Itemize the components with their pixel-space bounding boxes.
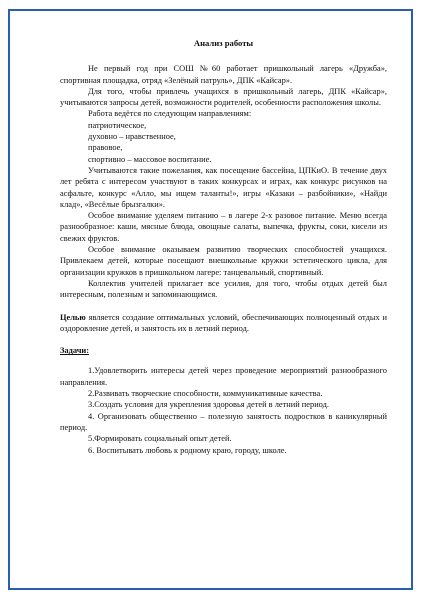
body-paragraph-4: Коллектив учителей прилагает все усилия, для того, чтобы отдых детей был интересным, полезным и запоминающимся. bbox=[60, 278, 387, 300]
intro-paragraph-1: Не первый год при СОШ №60 работает пришкольный лагерь «Дружба», спортивная площадка, отряд «Зелёный патруль», ДПК «Кайсар». bbox=[60, 64, 387, 85]
task-item: 6. Воспитывать любовь к родному краю, городу, школе. bbox=[88, 445, 287, 455]
goal-text: является создание оптимальных условий, обеспечивающих полноценный отдых и оздоровление детей, и занятость их в летний период. bbox=[60, 312, 387, 333]
tasks-heading: Задачи: bbox=[60, 346, 90, 356]
task-item: 2.Развивать творческие способности, коммуникативные качества. bbox=[88, 389, 323, 399]
direction-item: правовое, bbox=[88, 143, 123, 153]
direction-item: духовно – нравственное, bbox=[88, 132, 176, 142]
task-item: 3.Создать условия для укрепления здоровья детей в летний период. bbox=[88, 400, 329, 410]
task-item: 4. Организовать общественно – полезную занятость подростков в каникулярный период. bbox=[60, 411, 387, 432]
direction-item: патриотическое, bbox=[88, 120, 147, 130]
goal-label: Целью bbox=[60, 312, 86, 322]
direction-item: спортивно – массовое воспитание. bbox=[88, 154, 212, 164]
directions-heading: Работа ведётся по следующим направлениям: bbox=[88, 109, 252, 119]
task-item: 1.Удовлетворить интересы детей через проведение мероприятий разнообразного направления. bbox=[60, 366, 387, 387]
intro-paragraph-2: Для того, чтобы привлечь учащихся в пришкольный лагерь, ДПК «Кайсар», учитываются запросы детей, возможности родителей, особенности расположения школы. bbox=[60, 86, 387, 108]
document-title: Анализ работы bbox=[193, 38, 254, 48]
body-paragraph-2: Особое внимание уделяем питанию – в лагере 2-х разовое питание. Меню всегда разнообразное: каши, мясные блюда, овощные салаты, выпечка, фрукты, соки, кисели из свежих фруктов. bbox=[60, 211, 387, 243]
body-paragraph-1: Учитываются такие пожелания, как посещение бассейна, ЦПКиО. В течение двух лет ребята с интересом участвуют в таких конкурсах и играх, как конкурс рисунков на асфальте, конкурс «Алло, мы ищем таланты!», игры «Казаки – разбойники», «Найди клад», «Весёлые брызгалки». bbox=[60, 165, 387, 209]
body-paragraph-3: Особое внимание оказываем развитию творческих способностей учащихся. Привлекаем детей, которые посещают внешкольные кружки эстетического цикла, для организации кружков в пришкольном лагере: танцевальный, спортивный. bbox=[60, 245, 387, 277]
goal-paragraph bbox=[60, 312, 387, 335]
document-body bbox=[60, 38, 387, 456]
task-item: 5.Формировать социальный опыт детей. bbox=[88, 434, 232, 444]
